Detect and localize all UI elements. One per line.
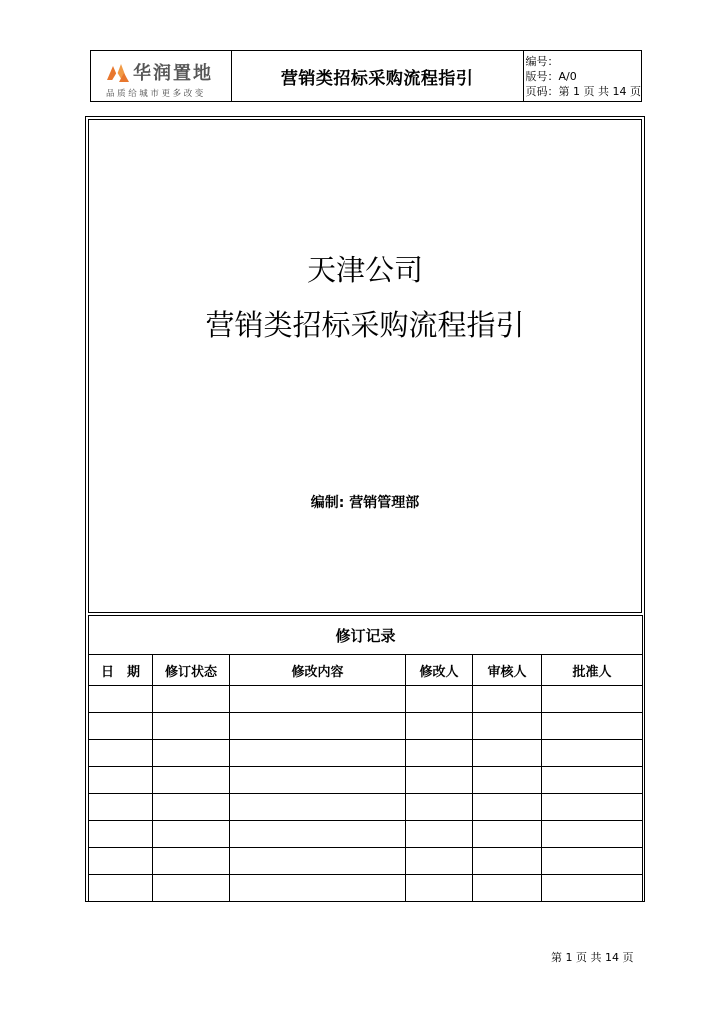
- table-cell: [542, 875, 643, 902]
- col-reviewer: 审核人: [473, 655, 542, 686]
- col-date: 日 期: [89, 655, 153, 686]
- table-row: [89, 848, 643, 875]
- header-doc-title: 营销类招标采购流程指引: [232, 51, 524, 101]
- table-cell: [230, 848, 406, 875]
- table-cell: [473, 821, 542, 848]
- table-cell: [542, 767, 643, 794]
- revision-header-row: [89, 655, 643, 686]
- table-cell: [153, 794, 230, 821]
- table-cell: [473, 713, 542, 740]
- table-cell: [406, 821, 473, 848]
- table-cell: [153, 686, 230, 713]
- col-content: 修改内容: [230, 655, 406, 686]
- table-cell: [542, 740, 643, 767]
- table-row: [89, 794, 643, 821]
- table-cell: [89, 767, 153, 794]
- table-cell: [153, 875, 230, 902]
- doc-version: 版号：A/0: [525, 70, 577, 83]
- table-cell: [473, 740, 542, 767]
- table-row: [89, 821, 643, 848]
- table-cell: [473, 686, 542, 713]
- table-cell: [542, 848, 643, 875]
- table-cell: [230, 794, 406, 821]
- table-cell: [542, 794, 643, 821]
- table-cell: [230, 875, 406, 902]
- table-cell: [406, 686, 473, 713]
- table-cell: [89, 821, 153, 848]
- table-row: [89, 713, 643, 740]
- table-cell: [153, 848, 230, 875]
- table-cell: [406, 740, 473, 767]
- table-cell: [89, 740, 153, 767]
- doc-number: 编号：: [525, 55, 559, 68]
- cover-box: [88, 119, 642, 613]
- logo-cell: [91, 51, 232, 101]
- table-cell: [406, 767, 473, 794]
- table-cell: [89, 794, 153, 821]
- cover-title-doc: 营销类招标采购流程指引: [205, 308, 525, 342]
- revision-record: [88, 615, 642, 902]
- table-cell: [473, 848, 542, 875]
- col-approver: 批准人: [542, 655, 643, 686]
- table-cell: [153, 740, 230, 767]
- doc-page: 页码：第 1 页 共 14 页: [525, 85, 641, 98]
- table-cell: [473, 875, 542, 902]
- table-cell: [406, 794, 473, 821]
- col-status: 修订状态: [153, 655, 230, 686]
- table-cell: [473, 767, 542, 794]
- table-cell: [153, 767, 230, 794]
- table-cell: [153, 713, 230, 740]
- table-cell: [89, 713, 153, 740]
- table-cell: [153, 821, 230, 848]
- table-cell: [406, 848, 473, 875]
- revision-table: [88, 615, 643, 902]
- table-cell: [89, 875, 153, 902]
- table-cell: [542, 713, 643, 740]
- header-meta: [524, 51, 641, 101]
- table-cell: [406, 713, 473, 740]
- brand-slogan: 品质给城市更多改变: [106, 89, 206, 99]
- table-cell: [230, 713, 406, 740]
- table-row: [89, 875, 643, 902]
- compiled-by: 编制: 营销管理部: [310, 495, 420, 511]
- table-cell: [473, 794, 542, 821]
- table-cell: [230, 767, 406, 794]
- page-footer: 第 1 页 共 14 页: [551, 951, 634, 964]
- document-header: [90, 50, 642, 102]
- table-row: [89, 740, 643, 767]
- revision-caption: 修订记录: [89, 616, 643, 655]
- brand-name: 华润置地: [133, 63, 213, 84]
- cover-title-company: 天津公司: [306, 253, 423, 287]
- table-cell: [230, 740, 406, 767]
- table-cell: [230, 821, 406, 848]
- table-row: [89, 767, 643, 794]
- table-cell: [89, 848, 153, 875]
- logo-mark-icon: [105, 60, 131, 84]
- table-cell: [406, 875, 473, 902]
- table-cell: [542, 686, 643, 713]
- page-frame: [85, 116, 645, 902]
- table-row: [89, 686, 643, 713]
- table-cell: [542, 821, 643, 848]
- table-cell: [89, 686, 153, 713]
- col-modifier: 修改人: [406, 655, 473, 686]
- table-cell: [230, 686, 406, 713]
